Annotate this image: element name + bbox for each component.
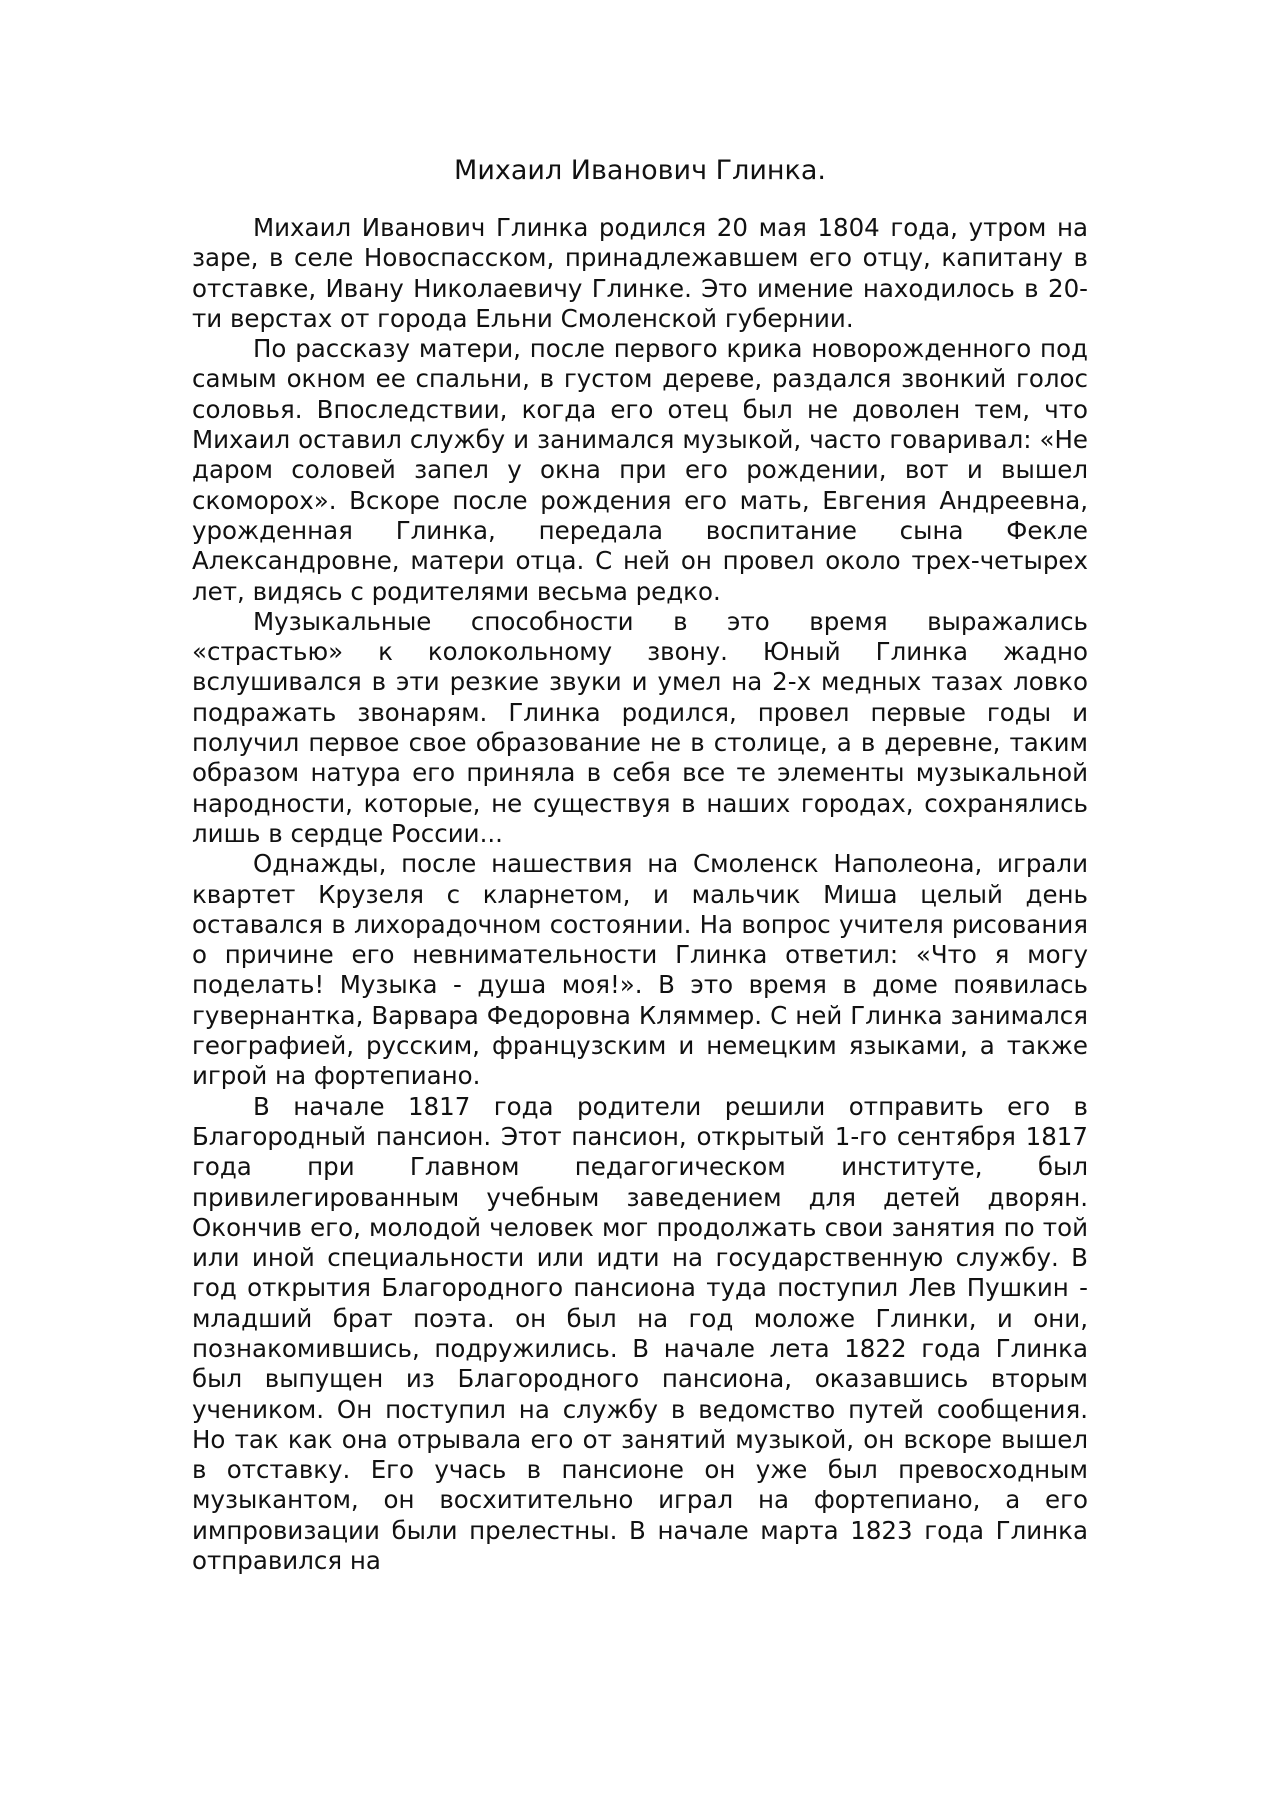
- paragraph-musical-abilities: Музыкальные способности в это время выражались «страстью» к колокольному звону. Юный Глинка жадно вслушивался в эти резкие звуки и умел на 2-х медных тазах ловко подражать звонарям. Глинка родился, провел первые годы и получил первое свое образование не в столице, а в деревне, таким образом натура его приняла в себя все те элементы музыкальной народности, которые, не существуя в наших городах, сохранялись лишь в сердце России...: [192, 606, 1088, 848]
- paragraph-boarding-school: В начале 1817 года родители решили отправить его в Благородный пансион. Этот пансион, открытый 1-го сентября 1817 года при Главном педагогическом институте, был привилегированным учебным заведением для детей дворян. Окончив его, молодой человек мог продолжать свои занятия по той или иной специальности или идти на государственную службу. В год открытия Благородного пансиона туда поступил Лев Пушкин - младший брат поэта. он был на год моложе Глинки, и они, познакомившись, подружились. В начале лета 1822 года Глинка был выпущен из Благородного пансиона, оказавшись вторым учеником. Он поступил на службу в ведомство путей сообщения. Но так как она отрывала его от занятий музыкой, он вскоре вышел в отставку. Его учась в пансионе он уже был превосходным музыкантом, он восхитительно играл на фортепиано, а его импровизации были прелестны. В начале марта 1823 года Глинка отправился на: [192, 1091, 1088, 1576]
- document-body: [192, 213, 1088, 1576]
- document-title: Михаил Иванович Глинка.: [454, 155, 826, 186]
- paragraph-birth: Михаил Иванович Глинка родился 20 мая 1804 года, утром на заре, в селе Новоспасском, принадлежавшем его отцу, капитану в отставке, Ивану Николаевичу Глинке. Это имение находилось в 20-ти верстах от города Ельни Смоленской губернии.: [192, 213, 1088, 333]
- paragraph-quartet: Однажды, после нашествия на Смоленск Наполеона, играли квартет Крузеля с кларнетом, и мальчик Миша целый день оставался в лихорадочном состоянии. На вопрос учителя рисования о причине его невнимательности Глинка ответил: «Что я могу поделать! Музыка - душа моя!». В это время в доме появилась гувернантка, Варвара Федоровна Кляммер. С ней Глинка занимался географией, русским, французским и немецким языками, а также игрой на фортепиано.: [192, 849, 1088, 1091]
- paragraph-nightingale: По рассказу матери, после первого крика новорожденного под самым окном ее спальни, в густом дереве, раздался звонкий голос соловья. Впоследствии, когда его отец был не доволен тем, что Михаил оставил службу и занимался музыкой, часто говаривал: «Не даром соловей запел у окна при его рождении, вот и вышел скоморох». Вскоре после рождения его мать, Евгения Андреевна, урожденная Глинка, передала воспитание сына Фекле Александровне, матери отца. С ней он провел около трех-четырех лет, видясь с родителями весьма редко.: [192, 334, 1088, 606]
